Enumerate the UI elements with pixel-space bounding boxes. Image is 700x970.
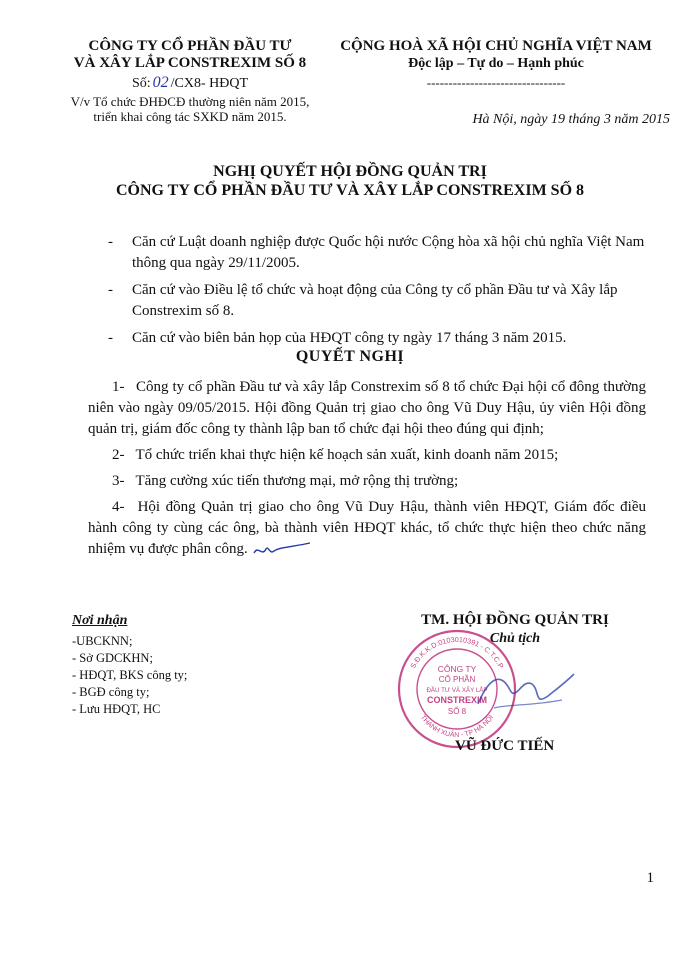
subject — [40, 94, 340, 124]
national-motto: Độc lập – Tự do – Hạnh phúc — [408, 56, 584, 71]
recipient-item: - HĐQT, BKS công ty; — [72, 668, 188, 682]
seal-line5: SỐ 8 — [447, 707, 467, 716]
seal-line2: CỔ PHẦN — [438, 675, 476, 684]
handwritten-initial-icon — [252, 541, 312, 559]
issuer-block — [40, 38, 340, 124]
seal-line1: CÔNG TY — [437, 664, 477, 674]
doc-no-handwritten: 02 — [152, 74, 169, 91]
decision-text: Tổ chức triển khai thực hiện kế hoạch sản xuất, kinh doanh năm 2015; — [135, 447, 559, 463]
title-line2: CÔNG TY CỔ PHẦN ĐẦU TƯ VÀ XÂY LẮP CONSTREXIM SỐ 8 — [115, 182, 585, 199]
decision-number: 4- — [112, 499, 125, 515]
signer-name: VŨ ĐỨC TIẾN — [455, 738, 555, 754]
ground-text: Căn cứ Luật doanh nghiệp được Quốc hội nước Cộng hòa xã hội chủ nghĩa Việt Nam thông qua ngày 29/11/2005. — [132, 234, 645, 271]
recipient-item: - Sở GDCKHN; — [72, 651, 153, 665]
decision-text: Công ty cổ phần Đầu tư và xây lắp Constrexim số 8 tổ chức Đại hội cổ đông thường niên vào ngày 09/05/2015. Hội đồng Quản trị giao cho ông Vũ Duy Hậu, ủy viên Hội đồng quản trị, giám đốc công ty thành lập ban tổ chức đại hội theo đúng qui định; — [88, 379, 647, 437]
doc-no-suffix: /CX8- HĐQT — [170, 76, 249, 91]
page-number: 1 — [646, 870, 654, 886]
document-number — [40, 74, 340, 92]
decision-number: 3- — [112, 473, 125, 489]
decision-number: 2- — [112, 447, 125, 463]
decision-number: 1- — [112, 379, 125, 395]
decision-list — [88, 377, 646, 565]
decision-text: Tăng cường xúc tiến thương mại, mở rộng thị trường; — [135, 473, 459, 489]
motto-rule: -------------------------------- — [426, 75, 566, 90]
subject-line2: triển khai công tác SXKD năm 2015. — [93, 109, 287, 124]
recipients-heading: Nơi nhận — [72, 613, 128, 628]
seal-line3: ĐẦU TƯ VÀ XÂY LẮP — [426, 687, 488, 694]
country-name: CỘNG HOÀ XÃ HỘI CHỦ NGHĨA VIỆT NAM — [340, 38, 652, 54]
title-line1: NGHỊ QUYẾT HỘI ĐỒNG QUẢN TRỊ — [213, 163, 487, 180]
ground-text: Căn cứ vào Điều lệ tổ chức và hoạt động của Công ty cổ phần Đầu tư và Xây lắp Constrexim số 8. — [132, 282, 618, 319]
ground-item: - Căn cứ vào biên bản họp của HĐQT công ty ngày 17 tháng 3 năm 2015. — [108, 330, 567, 346]
seal-bottom-text: THANH XUÂN - TP HÀ NỘI — [418, 714, 496, 740]
ground-item: - Căn cứ vào Điều lệ tổ chức và hoạt động của Công ty cổ phần Đầu tư và Xây lắp Constrexim số 8. — [108, 282, 618, 319]
company-name-line1: CÔNG TY CỔ PHẦN ĐẦU TƯ — [88, 38, 292, 54]
subject-line1: V/v Tổ chức ĐHĐCĐ thường niên năm 2015, — [70, 94, 310, 109]
ground-item: - Căn cứ Luật doanh nghiệp được Quốc hội nước Cộng hòa xã hội chủ nghĩa Việt Nam thông qua ngày 29/11/2005. — [108, 234, 645, 271]
document-title — [30, 162, 670, 200]
recipient-item: - Lưu HĐQT, HC — [72, 702, 161, 716]
decision-item — [88, 497, 646, 560]
decision-heading: QUYẾT NGHỊ — [295, 348, 405, 365]
recipient-item: -UBCKNN; — [72, 634, 133, 648]
national-header — [326, 38, 666, 91]
company-name-line2: VÀ XÂY LẮP CONSTREXIM SỐ 8 — [73, 55, 307, 71]
recipient-item: - BGĐ công ty; — [72, 685, 150, 699]
decision-item — [88, 471, 646, 492]
recipients-block — [72, 612, 292, 718]
ground-text: Căn cứ vào biên bản họp của HĐQT công ty ngày 17 tháng 3 năm 2015. — [132, 330, 567, 346]
legal-grounds — [108, 232, 648, 355]
decision-text: Hội đồng Quản trị giao cho ông Vũ Duy Hậu, thành viên HĐQT, Giám đốc điều hành công ty cùng các ông, bà thành viên HĐQT khác, tổ chức thực hiện theo chức năng nhiệm vụ được phân công. — [88, 499, 647, 557]
doc-no-prefix: Số: — [131, 76, 151, 91]
handwritten-signature — [470, 660, 580, 720]
decision-item — [88, 377, 646, 440]
seal-ring-text: S.Đ.K.K.D:0103010391 - C.T.C.P — [408, 634, 506, 670]
signer-organization: TM. HỘI ĐỒNG QUẢN TRỊ — [421, 612, 609, 628]
decision-item — [88, 445, 646, 466]
signer-role: Chủ tịch — [489, 631, 541, 646]
place-date: Hà Nội, ngày 19 tháng 3 năm 2015 — [472, 112, 670, 127]
seal-line4: CONSTREXIM — [426, 695, 488, 705]
